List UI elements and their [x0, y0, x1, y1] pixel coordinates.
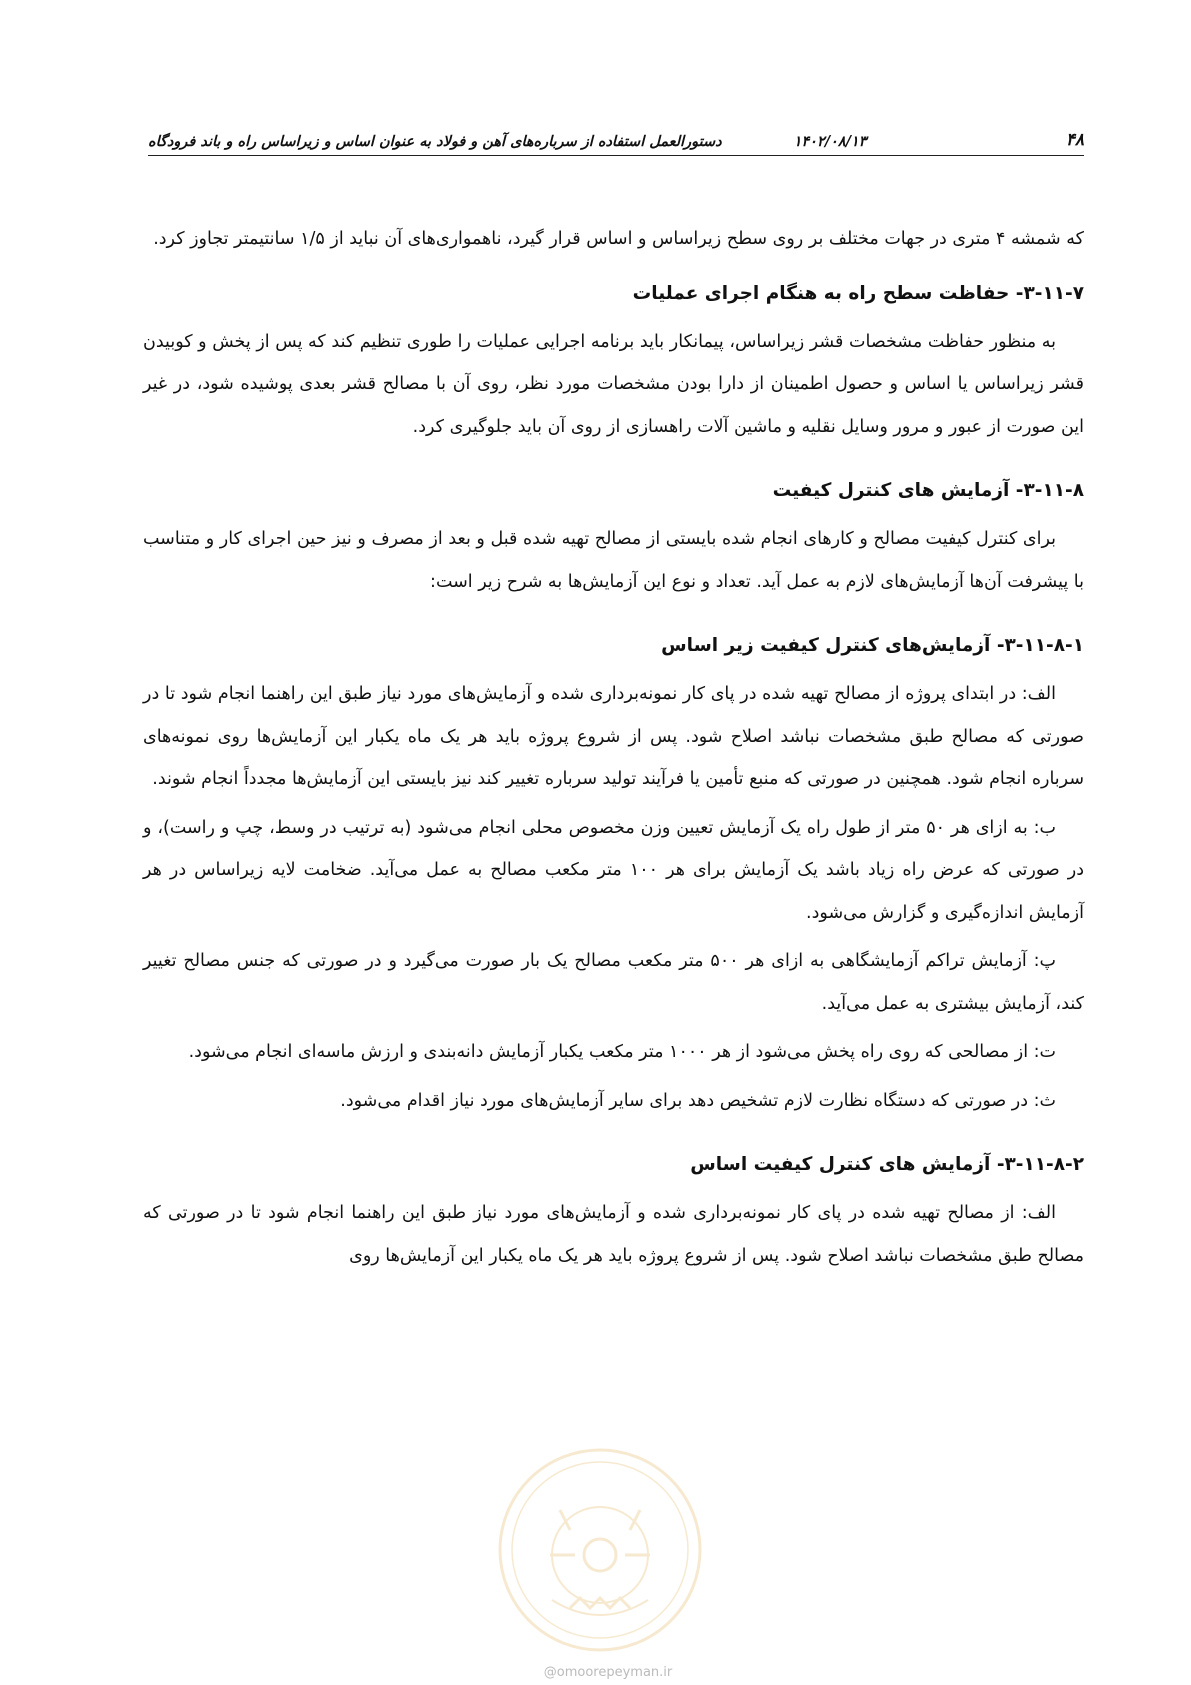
list-item-te: ت: از مصالحی که روی راه پخش می‌شود از هر ۱۰۰۰ متر مکعب یکبار آزمایش دانه‌بندی و ارزش ماسه‌ای انجام می‌شود. [188, 1042, 1056, 1062]
section-8-paragraph: برای کنترل کیفیت مصالح و کارهای انجام شده بایستی از مصالح تهیه شده قبل و بعد از مصرف و نیز حین اجرای کار و متناسب با پیشرفت آن‌ها آزمایش‌های لازم به عمل آید. تعداد و نوع این آزمایش‌ها به شرح زیر است: [143, 529, 1084, 592]
section-heading-8-1: ۳-۱۱-۸-۱- آزمایش‌های کنترل کیفیت زیر اساس [661, 635, 1084, 656]
watermark-url: @omoorepeyman.ir [543, 1665, 673, 1680]
section-heading-8: ۳-۱۱-۸- آزمایش های کنترل کیفیت [772, 480, 1084, 501]
page-number: ۴۸ [1065, 130, 1084, 150]
header-center [148, 133, 866, 150]
page-header [148, 130, 1084, 156]
list-item-be: ب: به ازای هر ۵۰ متر از طول راه یک آزمایش تعیین وزن مخصوص محلی انجام می‌شود (به ترتیب در وسط، چپ و راست)، و در صورتی که عرض راه زیاد باشد یک آزمایش برای هر ۱۰۰ متر مکعب مصالح به عمل می‌آید. ضخامت لایه زیراساس در هر آزمایش اندازه‌گیری و گزارش می‌شود. [143, 817, 1084, 923]
intro-paragraph: که شمشه ۴ متری در جهات مختلف بر روی سطح زیراساس و اساس قرار گیرد، ناهمواری‌های آن نباید از ۱/۵ سانتیمتر تجاوز کرد. [153, 229, 1084, 249]
list-item-se: ث: در صورتی که دستگاه نظارت لازم تشخیص دهد برای سایر آزمایش‌های مورد نیاز اقدام می‌شود. [340, 1090, 1056, 1111]
header-title: دستورالعمل استفاده از سرباره‌های آهن و فولاد به عنوان اساس و زیراساس راه و باند فرودگاه [148, 133, 722, 150]
watermark-seal-icon [490, 1440, 710, 1660]
header-date: ۱۴۰۲/۰۸/۱۳ [793, 133, 867, 150]
document-body [143, 218, 1084, 1277]
section-8-2-paragraph: الف: از مصالح تهیه شده در پای کار نمونه‌برداری شده و آزمایش‌های مورد نیاز طبق این راهنما انجام شود تا در صورتی که مصالح طبق مشخصات نباشد اصلاح شود. پس از شروع پروژه باید هر یک ماه یکبار این آزمایش‌ها روی [143, 1203, 1084, 1266]
section-heading-7: ۳-۱۱-۷- حفاظت سطح راه به هنگام اجرای عملیات [632, 282, 1084, 304]
list-item-pe: پ: آزمایش تراکم آزمایشگاهی به ازای هر ۵۰۰ متر مکعب مصالح یک بار صورت می‌گیرد و در صورتی که جنس مصالح تغییر کند، آزمایش بیشتری به عمل می‌آید. [143, 951, 1084, 1014]
section-heading-8-2: ۳-۱۱-۸-۲- آزمایش های کنترل کیفیت اساس [690, 1154, 1084, 1175]
list-item-alef: الف: در ابتدای پروژه از مصالح تهیه شده در پای کار نمونه‌برداری شده و آزمایش‌های مورد نیاز طبق این راهنما انجام شود تا در صورتی که مصالح طبق مشخصات نباشد اصلاح شود. پس از شروع پروژه باید هر یک ماه یکبار این آزمایش‌ها روی نمونه‌های سرباره انجام شود. همچنین در صورتی که منبع تأمین یا فرآیند تولید سرباره تغییر کند نیز بایستی این آزمایش‌ها مجدداً انجام شوند. [143, 684, 1084, 789]
section-7-paragraph: به منظور حفاظت مشخصات قشر زیراساس، پیمانکار باید برنامه اجرایی عملیات را طوری تنظیم کند که پس از پخش و کوبیدن قشر زیراساس یا اساس و حصول اطمینان از دارا بودن مشخصات مورد نظر، روی آن با مصالح قشر بعدی پوشیده شود، در غیر این صورت از عبور و مرور وسایل نقلیه و ماشین آلات راهسازی از روی آن باید جلوگیری کرد. [143, 331, 1084, 437]
